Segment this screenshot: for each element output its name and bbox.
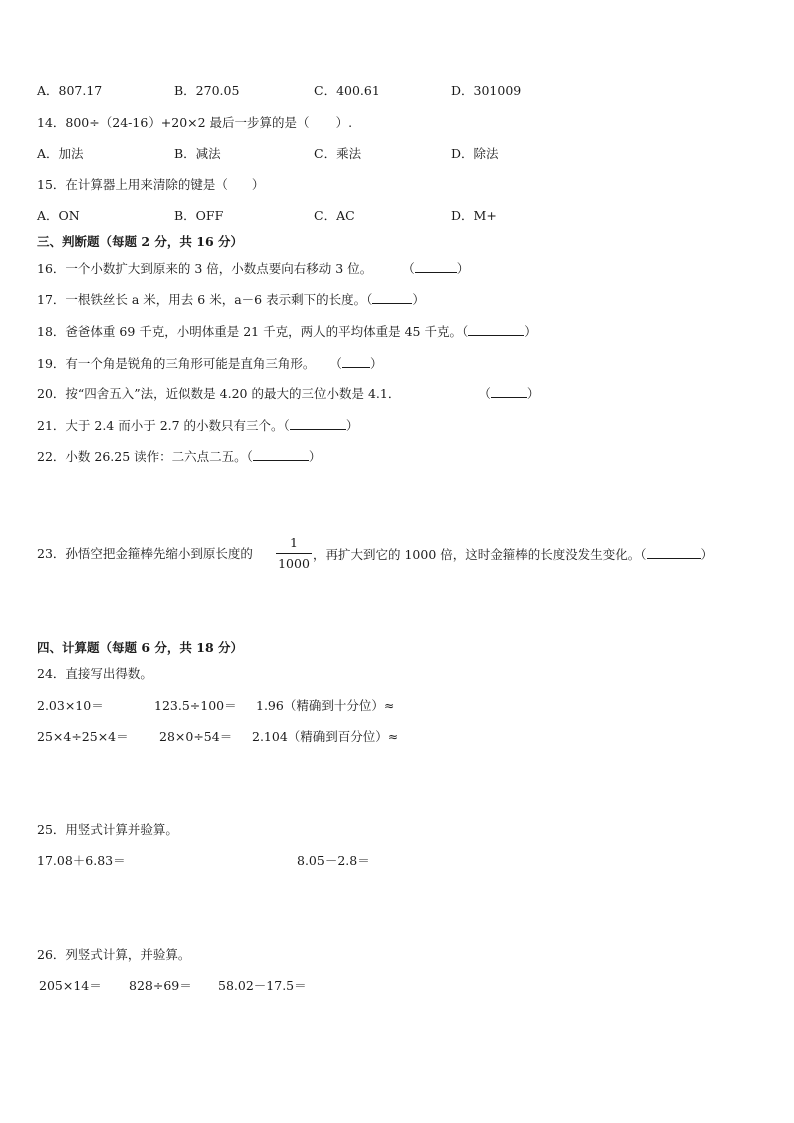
q26-item-3: 58.02－17.5＝ xyxy=(218,978,307,993)
q24-item-2: 123.5÷100＝ xyxy=(154,698,237,713)
q19-paren-close: ） xyxy=(369,356,383,371)
q23-answer-blank[interactable] xyxy=(647,546,701,559)
q13-option-c: C．400.61 xyxy=(314,83,380,98)
q22-question xyxy=(37,448,321,465)
q23-question-part2 xyxy=(313,546,713,563)
q24-item-3: 1.96（精确到十分位）≈ xyxy=(256,698,395,713)
q25-item-1: 17.08＋6.83＝ xyxy=(37,853,126,868)
q13-option-b: B．270.05 xyxy=(174,83,240,98)
q16-text: 16．一个小数扩大到原来的 3 倍，小数点要向右移动 3 位。 xyxy=(37,261,373,276)
q17-answer-blank[interactable] xyxy=(372,291,412,304)
q20-paren-open: （ xyxy=(478,386,491,401)
q20-paren-close: ） xyxy=(526,386,540,401)
q24-stem: 24．直接写出得数。 xyxy=(37,666,153,681)
q15-option-b: B．OFF xyxy=(174,208,224,223)
q15-option-c: C．AC xyxy=(314,208,355,223)
q20-question xyxy=(37,385,539,402)
q14-option-c: C．乘法 xyxy=(314,146,362,161)
q15-stem-end: ） xyxy=(251,177,265,192)
section-3-heading: 三、判断题（每题 2 分，共 16 分） xyxy=(37,234,244,249)
q26-item-1: 205×14＝ xyxy=(39,978,102,993)
q23-text-after: ，再扩大到它的 1000 倍，这时金箍棒的长度没发生变化。（ xyxy=(313,547,647,562)
q19-answer-blank[interactable] xyxy=(342,355,370,368)
q22-paren-close: ） xyxy=(308,449,322,464)
q20-text: 20．按“四舍五入”法，近似数是 4.20 的最大的三位小数是 4.1． xyxy=(37,386,401,401)
q24-item-5: 28×0÷54＝ xyxy=(159,729,233,744)
q16-question xyxy=(37,260,469,277)
q16-answer-blank[interactable] xyxy=(415,260,457,273)
q18-answer-blank[interactable] xyxy=(468,323,524,336)
q17-question xyxy=(37,291,425,308)
q15-option-d: D．M+ xyxy=(451,208,497,223)
q25-stem: 25．用竖式计算并验算。 xyxy=(37,822,178,837)
q14-stem: 14．800÷（24-16）+20×2 最后一步算的是（ xyxy=(37,115,310,130)
q21-question xyxy=(37,417,358,434)
q24-item-6: 2.104（精确到百分位）≈ xyxy=(252,729,399,744)
q21-text: 21．大于 2.4 而小于 2.7 的小数只有三个。（ xyxy=(37,418,290,433)
q19-question xyxy=(37,355,382,372)
q18-paren-close: ） xyxy=(524,324,537,339)
q16-paren-open: （ xyxy=(402,261,415,276)
q23-fraction xyxy=(276,535,312,572)
q14-stem-end: ）. xyxy=(335,115,353,130)
q23-paren-close: ） xyxy=(700,547,714,562)
q23-fraction-denominator: 1000 xyxy=(278,556,310,571)
section-4-heading: 四、计算题（每题 6 分，共 18 分） xyxy=(37,640,244,655)
q22-answer-blank[interactable] xyxy=(253,448,309,461)
q14-option-a: A．加法 xyxy=(37,146,84,161)
q26-item-2: 828÷69＝ xyxy=(129,978,192,993)
q19-paren-open: （ xyxy=(329,356,342,371)
q14-question xyxy=(37,115,352,131)
q26-stem: 26．列竖式计算，并验算。 xyxy=(37,947,191,962)
q15-option-a: A．ON xyxy=(37,208,80,223)
q25-item-2: 8.05－2.8＝ xyxy=(297,853,370,868)
q13-option-a: A．807.17 xyxy=(37,83,103,98)
q16-paren-close: ） xyxy=(456,261,470,276)
q23-fraction-numerator: 1 xyxy=(290,535,298,550)
q13-option-d: D．301009 xyxy=(451,83,522,98)
q15-question xyxy=(37,177,264,193)
q21-paren-close: ） xyxy=(345,418,359,433)
q23-fraction-bar xyxy=(276,553,312,554)
q18-question xyxy=(37,323,537,340)
q20-answer-blank[interactable] xyxy=(491,385,527,398)
q18-text: 18．爸爸体重 69 千克，小明体重是 21 千克，两人的平均体重是 45 千克。（ xyxy=(37,324,469,339)
q17-paren-close: ） xyxy=(412,292,425,307)
q24-item-4: 25×4÷25×4＝ xyxy=(37,729,129,744)
q14-option-b: B．减法 xyxy=(174,146,221,161)
q19-text: 19．有一个角是锐角的三角形可能是直角三角形。 xyxy=(37,356,316,371)
q15-stem: 15．在计算器上用来清除的键是（ xyxy=(37,177,228,192)
q24-item-1: 2.03×10＝ xyxy=(37,698,104,713)
q23-question-part1: 23．孙悟空把金箍棒先缩小到原长度的 xyxy=(37,546,253,561)
q21-answer-blank[interactable] xyxy=(290,417,346,430)
q22-text: 22．小数 26.25 读作：二六点二五。（ xyxy=(37,449,253,464)
q14-option-d: D．除法 xyxy=(451,146,499,161)
q17-text: 17．一根铁丝长 a 米，用去 6 米，a－6 表示剩下的长度。（ xyxy=(37,292,373,307)
